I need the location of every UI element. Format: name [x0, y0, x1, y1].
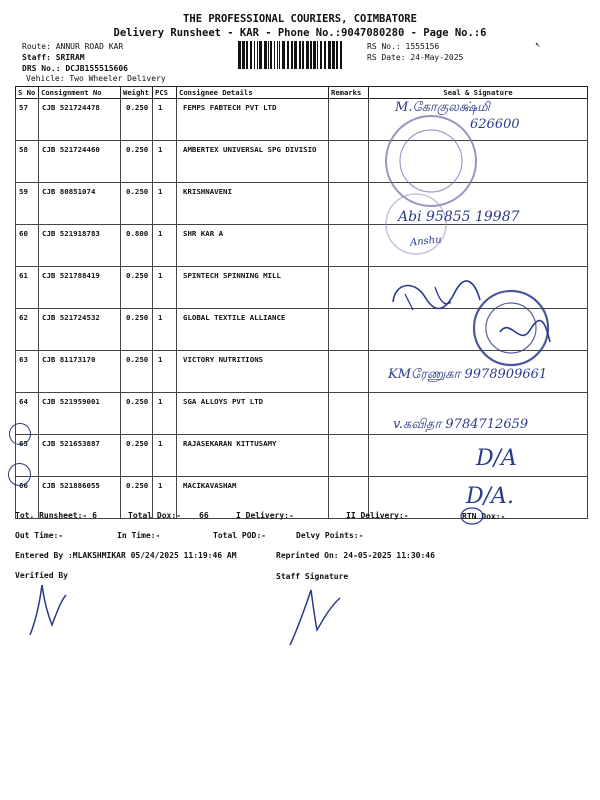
staff-label: Staff: SRIRAM	[22, 53, 85, 62]
row-consignee: KRISHNAVENI	[177, 183, 329, 225]
barcode-bar	[302, 41, 304, 69]
row-remarks	[329, 183, 369, 225]
barcode-bar	[287, 41, 289, 69]
row-consignee: AMBERTEX UNIVERSAL SPG DIVISIO	[177, 141, 329, 183]
row-sno: 65	[16, 435, 39, 477]
barcode-bar	[279, 41, 280, 69]
row-pcs: 1	[153, 351, 177, 393]
row-weight: 0.250	[121, 309, 153, 351]
barcode-bar	[324, 41, 326, 69]
row-consignment-no: CJB 521886055	[39, 477, 121, 519]
row-pcs: 1	[153, 309, 177, 351]
barcode-bar	[336, 41, 338, 69]
row-weight: 0.250	[121, 351, 153, 393]
row-pcs: 1	[153, 477, 177, 519]
row-consignment-no: CJB 521959001	[39, 393, 121, 435]
company-title: THE PROFESSIONAL COURIERS, COIMBATORE	[183, 13, 417, 25]
row-remarks	[329, 225, 369, 267]
row-sno: 59	[16, 183, 39, 225]
row-consignment-no: CJB 81173170	[39, 351, 121, 393]
barcode-bar	[250, 41, 252, 69]
rtn-dox-label: RTN Dox:-	[462, 512, 506, 521]
row-remarks	[329, 393, 369, 435]
route-label: Route: ANNUR ROAD KAR	[22, 42, 124, 51]
row-consignment-no: CJB 521724532	[39, 309, 121, 351]
handwritten-da-65: D/A	[476, 446, 517, 471]
col-header-sno: S No	[16, 87, 39, 99]
row-pcs: 1	[153, 393, 177, 435]
col-header-remarks: Remarks	[329, 87, 369, 99]
runsheet-subtitle: Delivery Runsheet - KAR - Phone No.:9047080280 - Page No.:6	[113, 27, 487, 39]
barcode-bar	[264, 41, 267, 69]
handwritten-receiver-57: M.கோகுலக்ஷ்மி	[395, 100, 490, 115]
total-dox-value: 66	[199, 511, 209, 520]
row-consignment-no: CJB 521788419	[39, 267, 121, 309]
barcode-bar	[270, 41, 272, 69]
verified-by-label: Verified By	[15, 571, 68, 580]
rtn-circle-mark	[460, 505, 484, 525]
row-consignment-no: CJB 521653887	[39, 435, 121, 477]
row-pcs: 1	[153, 225, 177, 267]
barcode-bar	[268, 41, 269, 69]
row-remarks	[329, 309, 369, 351]
barcode-bar	[332, 41, 335, 69]
row-sno: 64	[16, 393, 39, 435]
row-weight: 0.250	[121, 477, 153, 519]
barcode-bar	[242, 41, 245, 69]
ii-delivery-label: II Delivery:-	[346, 511, 409, 520]
row-weight: 0.250	[121, 435, 153, 477]
circle-mark-65	[9, 423, 31, 445]
row-consignee: GLOBAL TEXTILE ALLIANCE	[177, 309, 329, 351]
handwritten-da-66: D/A.	[466, 484, 514, 509]
col-header-seal: Seal & Signature	[369, 87, 588, 99]
row-remarks	[329, 141, 369, 183]
handwritten-receiver-64: v.கவிதா 9784712659	[393, 417, 529, 432]
row-sno: 60	[16, 225, 39, 267]
row-consignment-no: CJB 80851074	[39, 183, 121, 225]
row-remarks	[329, 99, 369, 141]
row-sno: 66	[16, 477, 39, 519]
drs-label: DRS No.: DCJB155515606	[22, 64, 128, 73]
circle-mark-66	[8, 463, 31, 486]
signature-row-61	[385, 272, 485, 322]
barcode-bar	[274, 41, 275, 69]
row-sno: 61	[16, 267, 39, 309]
barcode-bar	[317, 41, 318, 69]
barcode-bar	[277, 41, 278, 69]
row-pcs: 1	[153, 183, 177, 225]
barcode-bar	[254, 41, 255, 69]
row-consignee: FEMPS FABTECH PVT LTD	[177, 99, 329, 141]
table-row	[16, 225, 588, 267]
staff-signature-label: Staff Signature	[276, 572, 349, 581]
in-time-label: In Time:-	[117, 531, 161, 540]
barcode-bar	[306, 41, 309, 69]
barcode-bar	[291, 41, 293, 69]
row-remarks	[329, 435, 369, 477]
col-header-pcs: PCS	[153, 87, 177, 99]
handwritten-sign-60: Anshu	[409, 234, 443, 249]
row-consignee: MACIKAVASHAM	[177, 477, 329, 519]
row-remarks	[329, 267, 369, 309]
row-sno: 63	[16, 351, 39, 393]
handwritten-receiver-63: KMரேணுகா 9978909661	[388, 367, 548, 382]
total-dox-label: Total Dox:-	[128, 511, 181, 520]
row-consignee: SPINTECH SPINNING MILL	[177, 267, 329, 309]
barcode-bar	[340, 41, 342, 69]
handwritten-receiver-59: Abi 95855 19987	[398, 209, 520, 225]
row-weight: 0.250	[121, 99, 153, 141]
table-row	[16, 141, 588, 183]
entered-by: Entered By :MLAKSHMIKAR 05/24/2025 11:19:46 AM	[15, 551, 237, 560]
rs-no-label: RS No.: 1555156	[367, 42, 440, 51]
row-sno: 62	[16, 309, 39, 351]
total-pod-label: Total POD:-	[213, 531, 266, 540]
reprinted-on: Reprinted On: 24-05-2025 11:30:46	[276, 551, 435, 560]
staff-signature	[285, 580, 345, 650]
row-weight: 0.250	[121, 393, 153, 435]
row-weight: 0.250	[121, 267, 153, 309]
barcode-bar	[320, 41, 322, 69]
barcode-bar	[294, 41, 297, 69]
delvy-points-label: Delvy Points:-	[296, 531, 364, 540]
row-remarks	[329, 351, 369, 393]
corner-mark: ↖	[535, 40, 541, 50]
row-sno: 57	[16, 99, 39, 141]
table-header-row	[16, 87, 588, 99]
barcode-bar	[313, 41, 316, 69]
barcode-bar	[310, 41, 312, 69]
total-runsheet: Tot. Runsheet:- 6	[15, 511, 97, 520]
barcode	[238, 41, 344, 69]
barcode-bar	[299, 41, 301, 69]
out-time-label: Out Time:-	[15, 531, 64, 540]
row-sno: 58	[16, 141, 39, 183]
row-consignee: RAJASEKARAN KITTUSAMY	[177, 435, 329, 477]
row-weight: 0.250	[121, 141, 153, 183]
signature-row-62	[495, 312, 555, 352]
handwritten-phone-57: 626600	[470, 117, 520, 132]
row-consignee: SGA ALLOYS PVT LTD	[177, 393, 329, 435]
row-pcs: 1	[153, 435, 177, 477]
barcode-bar	[257, 41, 258, 69]
row-consignment-no: CJB 521724460	[39, 141, 121, 183]
row-consignment-no: CJB 521724478	[39, 99, 121, 141]
barcode-bar	[282, 41, 285, 69]
row-pcs: 1	[153, 267, 177, 309]
row-pcs: 1	[153, 141, 177, 183]
row-weight: 0.250	[121, 183, 153, 225]
col-header-weight: Weight	[121, 87, 153, 99]
row-weight: 0.800	[121, 225, 153, 267]
col-header-consignee: Consignee Details	[177, 87, 329, 99]
barcode-bar	[246, 41, 248, 69]
verified-signature	[22, 580, 72, 640]
company-seal-stamp	[383, 113, 479, 209]
row-consignment-no: CJB 521918783	[39, 225, 121, 267]
row-pcs: 1	[153, 99, 177, 141]
barcode-bar	[238, 41, 241, 69]
col-header-consignment: Consignment No	[39, 87, 121, 99]
barcode-bar	[328, 41, 331, 69]
i-delivery-label: I Delivery:-	[236, 511, 294, 520]
vehicle-label: Vehicle: Two Wheeler Delivery	[26, 74, 166, 83]
barcode-bar	[259, 41, 262, 69]
row-consignee: SHR KAR A	[177, 225, 329, 267]
row-consignee: VICTORY NUTRITIONS	[177, 351, 329, 393]
rs-date-label: RS Date: 24-May-2025	[367, 53, 464, 62]
